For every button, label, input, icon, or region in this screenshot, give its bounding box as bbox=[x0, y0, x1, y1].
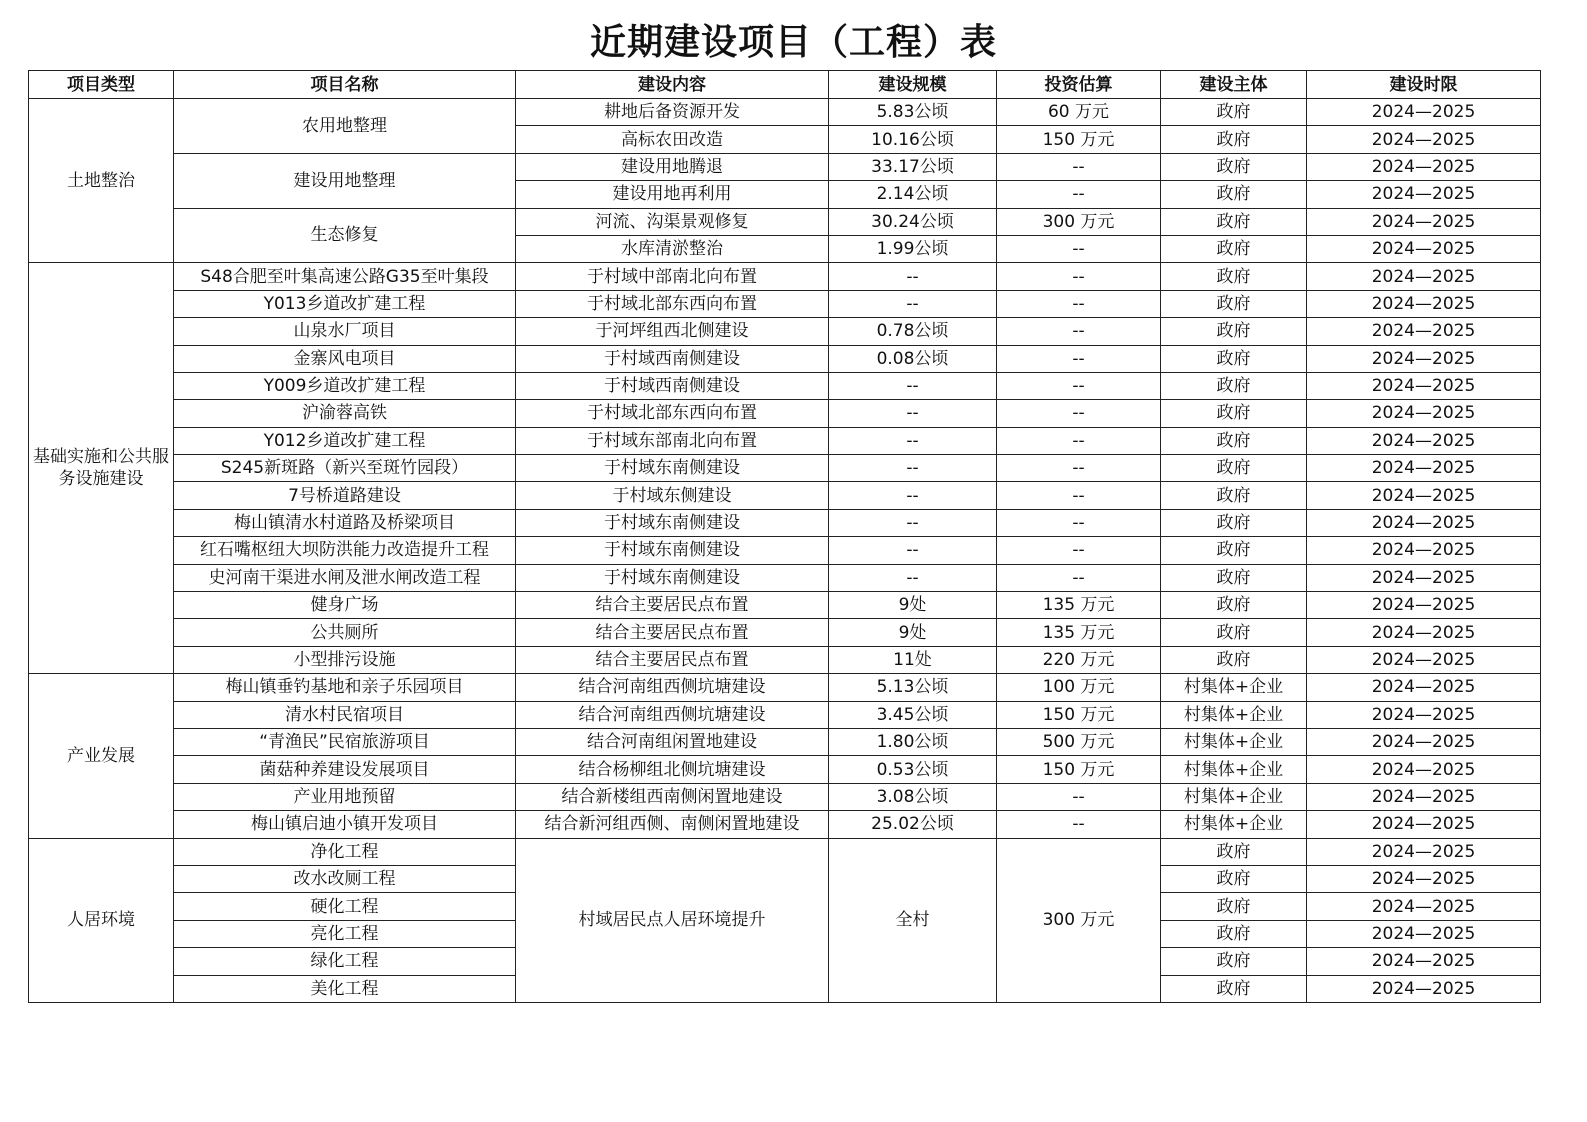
period-cell: 2024—2025 bbox=[1307, 564, 1541, 591]
investment-cell: -- bbox=[997, 783, 1161, 810]
scale-cell: 5.83公顷 bbox=[829, 99, 997, 126]
scale-cell: -- bbox=[829, 290, 997, 317]
period-cell: 2024—2025 bbox=[1307, 208, 1541, 235]
scale-cell: 1.99公顷 bbox=[829, 235, 997, 262]
project-name-cell: 农用地整理 bbox=[174, 99, 516, 154]
period-cell: 2024—2025 bbox=[1307, 893, 1541, 920]
period-cell: 2024—2025 bbox=[1307, 865, 1541, 892]
table-row bbox=[29, 592, 1541, 619]
scale-cell: -- bbox=[829, 482, 997, 509]
scale-cell: -- bbox=[829, 263, 997, 290]
content-cell: 于村域西南侧建设 bbox=[516, 345, 829, 372]
table-row bbox=[29, 811, 1541, 838]
scale-cell: -- bbox=[829, 564, 997, 591]
project-name-cell: 7号桥道路建设 bbox=[174, 482, 516, 509]
table-row bbox=[29, 509, 1541, 536]
project-name-cell: 梅山镇启迪小镇开发项目 bbox=[174, 811, 516, 838]
investment-cell: 135 万元 bbox=[997, 619, 1161, 646]
scale-cell: -- bbox=[829, 537, 997, 564]
body-cell: 政府 bbox=[1161, 181, 1307, 208]
body-cell: 政府 bbox=[1161, 975, 1307, 1002]
period-cell: 2024—2025 bbox=[1307, 783, 1541, 810]
project-name-cell: 改水改厕工程 bbox=[174, 865, 516, 892]
table-row bbox=[29, 372, 1541, 399]
period-cell: 2024—2025 bbox=[1307, 482, 1541, 509]
scale-cell: 3.08公顷 bbox=[829, 783, 997, 810]
investment-cell: 60 万元 bbox=[997, 99, 1161, 126]
content-cell: 建设用地腾退 bbox=[516, 153, 829, 180]
period-cell: 2024—2025 bbox=[1307, 674, 1541, 701]
header-row bbox=[29, 71, 1541, 99]
body-cell: 政府 bbox=[1161, 153, 1307, 180]
project-name-cell: 金寨风电项目 bbox=[174, 345, 516, 372]
content-cell: 于河坪组西北侧建设 bbox=[516, 318, 829, 345]
body-cell: 政府 bbox=[1161, 537, 1307, 564]
project-name-cell: 绿化工程 bbox=[174, 948, 516, 975]
content-cell: 结合主要居民点布置 bbox=[516, 646, 829, 673]
scale-cell: 2.14公顷 bbox=[829, 181, 997, 208]
scale-cell: -- bbox=[829, 427, 997, 454]
scale-cell: -- bbox=[829, 400, 997, 427]
body-cell: 政府 bbox=[1161, 372, 1307, 399]
investment-cell: -- bbox=[997, 372, 1161, 399]
scale-cell: 30.24公顷 bbox=[829, 208, 997, 235]
content-cell: 村域居民点人居环境提升 bbox=[516, 838, 829, 1002]
project-name-cell: Y013乡道改扩建工程 bbox=[174, 290, 516, 317]
investment-cell: -- bbox=[997, 290, 1161, 317]
content-cell: 建设用地再利用 bbox=[516, 181, 829, 208]
project-name-cell: 净化工程 bbox=[174, 838, 516, 865]
project-name-cell: Y012乡道改扩建工程 bbox=[174, 427, 516, 454]
period-cell: 2024—2025 bbox=[1307, 263, 1541, 290]
content-cell: 于村域西南侧建设 bbox=[516, 372, 829, 399]
investment-cell: -- bbox=[997, 564, 1161, 591]
body-cell: 政府 bbox=[1161, 99, 1307, 126]
period-cell: 2024—2025 bbox=[1307, 318, 1541, 345]
period-cell: 2024—2025 bbox=[1307, 728, 1541, 755]
period-cell: 2024—2025 bbox=[1307, 99, 1541, 126]
content-cell: 耕地后备资源开发 bbox=[516, 99, 829, 126]
period-cell: 2024—2025 bbox=[1307, 345, 1541, 372]
project-name-cell: S245新斑路（新兴至斑竹园段） bbox=[174, 455, 516, 482]
project-name-cell: 清水村民宿项目 bbox=[174, 701, 516, 728]
table-row bbox=[29, 537, 1541, 564]
project-name-cell: 梅山镇清水村道路及桥梁项目 bbox=[174, 509, 516, 536]
body-cell: 政府 bbox=[1161, 564, 1307, 591]
body-cell: 政府 bbox=[1161, 400, 1307, 427]
scale-cell: 0.78公顷 bbox=[829, 318, 997, 345]
table-row bbox=[29, 756, 1541, 783]
period-cell: 2024—2025 bbox=[1307, 646, 1541, 673]
body-cell: 政府 bbox=[1161, 318, 1307, 345]
content-cell: 于村域东南侧建设 bbox=[516, 509, 829, 536]
period-cell: 2024—2025 bbox=[1307, 756, 1541, 783]
scale-cell: -- bbox=[829, 455, 997, 482]
body-cell: 政府 bbox=[1161, 290, 1307, 317]
investment-cell: -- bbox=[997, 482, 1161, 509]
body-cell: 政府 bbox=[1161, 619, 1307, 646]
period-cell: 2024—2025 bbox=[1307, 509, 1541, 536]
content-cell: 结合河南组西侧坑塘建设 bbox=[516, 674, 829, 701]
project-name-cell: 红石嘴枢纽大坝防洪能力改造提升工程 bbox=[174, 537, 516, 564]
project-name-cell: 梅山镇垂钓基地和亲子乐园项目 bbox=[174, 674, 516, 701]
content-cell: 于村域东南侧建设 bbox=[516, 455, 829, 482]
table-row bbox=[29, 263, 1541, 290]
project-name-cell: 健身广场 bbox=[174, 592, 516, 619]
table-row bbox=[29, 646, 1541, 673]
category-cell: 土地整治 bbox=[29, 99, 174, 263]
body-cell: 政府 bbox=[1161, 126, 1307, 153]
investment-cell: -- bbox=[997, 455, 1161, 482]
scale-cell: 25.02公顷 bbox=[829, 811, 997, 838]
period-cell: 2024—2025 bbox=[1307, 427, 1541, 454]
content-cell: 结合河南组西侧坑塘建设 bbox=[516, 701, 829, 728]
table-row bbox=[29, 290, 1541, 317]
body-cell: 政府 bbox=[1161, 865, 1307, 892]
body-cell: 政府 bbox=[1161, 482, 1307, 509]
period-cell: 2024—2025 bbox=[1307, 948, 1541, 975]
table-row bbox=[29, 838, 1541, 865]
period-cell: 2024—2025 bbox=[1307, 537, 1541, 564]
table-row bbox=[29, 208, 1541, 235]
category-cell: 基础实施和公共服务设施建设 bbox=[29, 263, 174, 674]
content-cell: 结合新楼组西南侧闲置地建设 bbox=[516, 783, 829, 810]
header-content: 建设内容 bbox=[516, 71, 829, 99]
project-name-cell: 菌菇种养建设发展项目 bbox=[174, 756, 516, 783]
content-cell: 水库清淤整治 bbox=[516, 235, 829, 262]
table-row bbox=[29, 99, 1541, 126]
period-cell: 2024—2025 bbox=[1307, 920, 1541, 947]
project-name-cell: 亮化工程 bbox=[174, 920, 516, 947]
investment-cell: 300 万元 bbox=[997, 208, 1161, 235]
category-cell: 人居环境 bbox=[29, 838, 174, 1002]
content-cell: 于村域东南侧建设 bbox=[516, 537, 829, 564]
investment-cell: 220 万元 bbox=[997, 646, 1161, 673]
period-cell: 2024—2025 bbox=[1307, 372, 1541, 399]
scale-cell: 3.45公顷 bbox=[829, 701, 997, 728]
body-cell: 村集体+企业 bbox=[1161, 674, 1307, 701]
body-cell: 政府 bbox=[1161, 646, 1307, 673]
project-name-cell: 沪渝蓉高铁 bbox=[174, 400, 516, 427]
investment-cell: 100 万元 bbox=[997, 674, 1161, 701]
table-row bbox=[29, 400, 1541, 427]
investment-cell: 135 万元 bbox=[997, 592, 1161, 619]
investment-cell: 500 万元 bbox=[997, 728, 1161, 755]
investment-cell: -- bbox=[997, 181, 1161, 208]
content-cell: 于村域北部东西向布置 bbox=[516, 290, 829, 317]
investment-cell: -- bbox=[997, 318, 1161, 345]
body-cell: 政府 bbox=[1161, 235, 1307, 262]
scale-cell: 9处 bbox=[829, 619, 997, 646]
table-row bbox=[29, 153, 1541, 180]
investment-cell: -- bbox=[997, 263, 1161, 290]
project-name-cell: 公共厕所 bbox=[174, 619, 516, 646]
table-row bbox=[29, 783, 1541, 810]
investment-cell: 150 万元 bbox=[997, 701, 1161, 728]
content-cell: 结合新河组西侧、南侧闲置地建设 bbox=[516, 811, 829, 838]
project-name-cell: 建设用地整理 bbox=[174, 153, 516, 208]
body-cell: 政府 bbox=[1161, 948, 1307, 975]
project-name-cell: 美化工程 bbox=[174, 975, 516, 1002]
project-name-cell: Y009乡道改扩建工程 bbox=[174, 372, 516, 399]
body-cell: 村集体+企业 bbox=[1161, 783, 1307, 810]
period-cell: 2024—2025 bbox=[1307, 455, 1541, 482]
body-cell: 政府 bbox=[1161, 427, 1307, 454]
scale-cell: -- bbox=[829, 509, 997, 536]
body-cell: 村集体+企业 bbox=[1161, 728, 1307, 755]
table-row bbox=[29, 728, 1541, 755]
investment-cell: -- bbox=[997, 400, 1161, 427]
body-cell: 村集体+企业 bbox=[1161, 756, 1307, 783]
investment-cell: 150 万元 bbox=[997, 126, 1161, 153]
body-cell: 政府 bbox=[1161, 509, 1307, 536]
content-cell: 河流、沟渠景观修复 bbox=[516, 208, 829, 235]
scale-cell: 全村 bbox=[829, 838, 997, 1002]
body-cell: 政府 bbox=[1161, 920, 1307, 947]
body-cell: 政府 bbox=[1161, 263, 1307, 290]
header-scale: 建设规模 bbox=[829, 71, 997, 99]
investment-cell: -- bbox=[997, 153, 1161, 180]
investment-cell: -- bbox=[997, 345, 1161, 372]
project-name-cell: 小型排污设施 bbox=[174, 646, 516, 673]
period-cell: 2024—2025 bbox=[1307, 235, 1541, 262]
content-cell: 结合主要居民点布置 bbox=[516, 592, 829, 619]
scale-cell: 11处 bbox=[829, 646, 997, 673]
table-row bbox=[29, 345, 1541, 372]
scale-cell: 9处 bbox=[829, 592, 997, 619]
investment-cell: 300 万元 bbox=[997, 838, 1161, 1002]
body-cell: 村集体+企业 bbox=[1161, 811, 1307, 838]
scale-cell: -- bbox=[829, 372, 997, 399]
page-title: 近期建设项目（工程）表 bbox=[589, 22, 997, 63]
body-cell: 政府 bbox=[1161, 592, 1307, 619]
content-cell: 于村域中部南北向布置 bbox=[516, 263, 829, 290]
table-row bbox=[29, 482, 1541, 509]
period-cell: 2024—2025 bbox=[1307, 181, 1541, 208]
period-cell: 2024—2025 bbox=[1307, 619, 1541, 646]
project-name-cell: 山泉水厂项目 bbox=[174, 318, 516, 345]
content-cell: 结合主要居民点布置 bbox=[516, 619, 829, 646]
table-row bbox=[29, 674, 1541, 701]
scale-cell: 5.13公顷 bbox=[829, 674, 997, 701]
project-name-cell: 硬化工程 bbox=[174, 893, 516, 920]
header-type: 项目类型 bbox=[29, 71, 174, 99]
header-body: 建设主体 bbox=[1161, 71, 1307, 99]
period-cell: 2024—2025 bbox=[1307, 400, 1541, 427]
project-name-cell: 生态修复 bbox=[174, 208, 516, 263]
scale-cell: 33.17公顷 bbox=[829, 153, 997, 180]
body-cell: 村集体+企业 bbox=[1161, 701, 1307, 728]
table-row bbox=[29, 427, 1541, 454]
project-name-cell: 产业用地预留 bbox=[174, 783, 516, 810]
header-name: 项目名称 bbox=[174, 71, 516, 99]
investment-cell: 150 万元 bbox=[997, 756, 1161, 783]
investment-cell: -- bbox=[997, 235, 1161, 262]
period-cell: 2024—2025 bbox=[1307, 975, 1541, 1002]
content-cell: 高标农田改造 bbox=[516, 126, 829, 153]
scale-cell: 0.53公顷 bbox=[829, 756, 997, 783]
table-row bbox=[29, 318, 1541, 345]
content-cell: 于村域东南侧建设 bbox=[516, 564, 829, 591]
scale-cell: 10.16公顷 bbox=[829, 126, 997, 153]
body-cell: 政府 bbox=[1161, 208, 1307, 235]
content-cell: 于村域东侧建设 bbox=[516, 482, 829, 509]
project-name-cell: “青渔民”民宿旅游项目 bbox=[174, 728, 516, 755]
table-row bbox=[29, 455, 1541, 482]
project-table bbox=[28, 70, 1541, 1003]
body-cell: 政府 bbox=[1161, 345, 1307, 372]
body-cell: 政府 bbox=[1161, 893, 1307, 920]
content-cell: 结合杨柳组北侧坑塘建设 bbox=[516, 756, 829, 783]
period-cell: 2024—2025 bbox=[1307, 811, 1541, 838]
investment-cell: -- bbox=[997, 509, 1161, 536]
period-cell: 2024—2025 bbox=[1307, 701, 1541, 728]
period-cell: 2024—2025 bbox=[1307, 838, 1541, 865]
category-cell: 产业发展 bbox=[29, 674, 174, 838]
investment-cell: -- bbox=[997, 811, 1161, 838]
content-cell: 于村域北部东西向布置 bbox=[516, 400, 829, 427]
period-cell: 2024—2025 bbox=[1307, 290, 1541, 317]
investment-cell: -- bbox=[997, 427, 1161, 454]
body-cell: 政府 bbox=[1161, 455, 1307, 482]
scale-cell: 1.80公顷 bbox=[829, 728, 997, 755]
period-cell: 2024—2025 bbox=[1307, 592, 1541, 619]
scale-cell: 0.08公顷 bbox=[829, 345, 997, 372]
table-row bbox=[29, 619, 1541, 646]
investment-cell: -- bbox=[997, 537, 1161, 564]
table-row bbox=[29, 701, 1541, 728]
project-name-cell: S48合肥至叶集高速公路G35至叶集段 bbox=[174, 263, 516, 290]
body-cell: 政府 bbox=[1161, 838, 1307, 865]
header-period: 建设时限 bbox=[1307, 71, 1541, 99]
period-cell: 2024—2025 bbox=[1307, 126, 1541, 153]
header-investment: 投资估算 bbox=[997, 71, 1161, 99]
content-cell: 于村域东部南北向布置 bbox=[516, 427, 829, 454]
project-name-cell: 史河南干渠进水闸及泄水闸改造工程 bbox=[174, 564, 516, 591]
table-row bbox=[29, 564, 1541, 591]
period-cell: 2024—2025 bbox=[1307, 153, 1541, 180]
content-cell: 结合河南组闲置地建设 bbox=[516, 728, 829, 755]
